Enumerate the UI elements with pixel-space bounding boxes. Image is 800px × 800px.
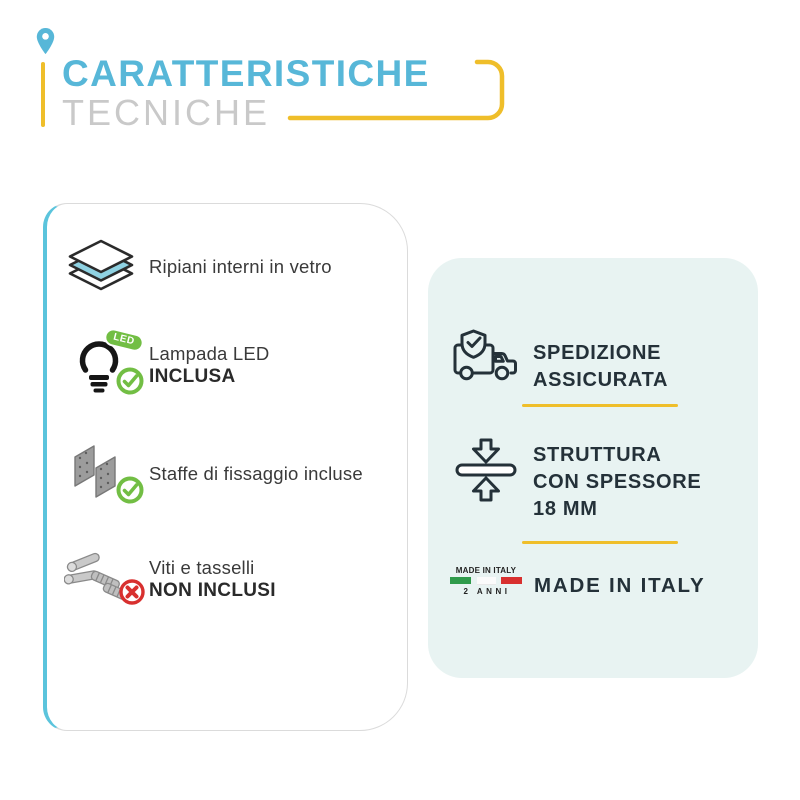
cross-circle-icon [117, 577, 147, 612]
service-label-shipping [533, 340, 668, 394]
feature-text [149, 255, 332, 278]
made-in-italy-badge [450, 566, 522, 596]
insured-shipping-icon [452, 328, 522, 391]
badge-title: MADE IN ITALY [455, 566, 517, 575]
italy-flag-icon [450, 577, 522, 585]
header-accent-line [41, 62, 45, 127]
page-title-line2: TECNICHE [62, 92, 271, 133]
service-label-thickness [533, 442, 701, 523]
panel-thickness-icon [455, 438, 517, 507]
led-bulb-icon [57, 331, 145, 395]
feature-label-bold: INCLUSA [149, 365, 236, 387]
page-title-line1: CARATTERISTICHE [62, 53, 430, 94]
mounting-brackets-icon [57, 442, 145, 504]
service-label-line1: SPEDIZIONE [533, 342, 662, 364]
feature-label: Viti e tasselli [149, 556, 255, 578]
feature-text [149, 462, 363, 485]
feature-row-screws [57, 542, 399, 616]
service-label-made-in-italy: MADE IN ITALY [534, 574, 706, 597]
check-circle-icon [115, 366, 145, 401]
feature-label: Staffe di fissaggio incluse [149, 462, 363, 484]
header-bracket-line [286, 56, 508, 131]
led-badge: LED [102, 326, 145, 353]
flag-red-band [501, 577, 522, 584]
badge-subtitle: 2 ANNI [463, 587, 511, 596]
feature-text [149, 342, 269, 389]
services-panel [428, 258, 758, 678]
feature-label: Lampada LED [149, 342, 270, 364]
flag-white-band [477, 577, 496, 585]
service-label-line1: STRUTTURA [533, 444, 662, 466]
features-card [43, 203, 408, 731]
panel-divider [522, 404, 678, 407]
feature-text [149, 556, 276, 603]
service-label-line3: 18 MM [533, 498, 598, 520]
feature-row-brackets [57, 436, 399, 510]
check-circle-icon [115, 475, 145, 510]
feature-label-bold: NON INCLUSI [149, 579, 276, 601]
service-label-line2: CON SPESSORE [533, 471, 702, 493]
screws-anchors-icon [57, 550, 145, 608]
location-pin-icon [36, 27, 55, 61]
panel-divider [522, 541, 678, 544]
glass-shelves-icon [57, 237, 145, 295]
feature-label: Ripiani interni in vetro [149, 255, 332, 277]
feature-row-led-lamp [57, 328, 399, 402]
service-label-line2: ASSICURATA [533, 369, 669, 391]
feature-row-glass-shelves [57, 232, 399, 300]
flag-green-band [450, 577, 471, 584]
